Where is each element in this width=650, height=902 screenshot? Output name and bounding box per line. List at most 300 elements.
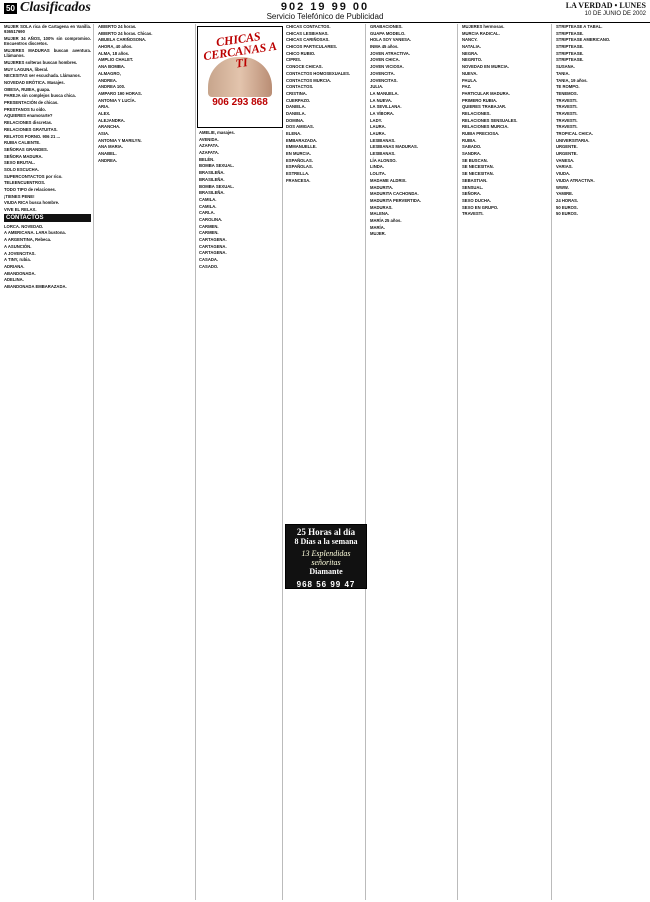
classified-ad-title: SEXO EN GRUPO. bbox=[462, 204, 499, 210]
classified-ad bbox=[556, 211, 646, 216]
classified-ad bbox=[462, 205, 549, 210]
classified-ad-title: SANDRA. bbox=[462, 151, 482, 157]
classified-ad-title: 50 EUROS. bbox=[556, 204, 578, 210]
classified-ad-title: LESBIANAS. bbox=[370, 151, 396, 157]
classified-ad-title: ANTONIA Y MARILYN. bbox=[98, 137, 142, 143]
classified-ad bbox=[370, 78, 455, 83]
classified-ad bbox=[98, 104, 193, 109]
classified-ad bbox=[556, 198, 646, 203]
classified-ad-title: RELACIONES GRATUITAS. bbox=[4, 126, 58, 132]
classified-ad bbox=[286, 84, 363, 89]
classified-ad-title: CARTAGENA. bbox=[199, 250, 227, 256]
classified-ad-title: TROPICAL CHICA. bbox=[556, 131, 593, 136]
classified-ad bbox=[4, 48, 91, 59]
classified-ad bbox=[556, 64, 646, 69]
classified-ad bbox=[286, 178, 363, 183]
classified-ad-title: 24 HORAS. bbox=[556, 197, 579, 203]
classified-ad bbox=[370, 64, 455, 69]
classified-ad-title: TELEENCUENTROS. bbox=[4, 180, 46, 186]
classified-ad-title: PAULA. bbox=[462, 77, 478, 83]
classified-ad bbox=[199, 197, 280, 202]
classified-ad bbox=[286, 71, 363, 76]
classified-ad bbox=[199, 224, 280, 229]
classified-ad-title: SEÑORA MADURA. bbox=[4, 153, 43, 159]
classified-ad bbox=[370, 124, 455, 129]
classified-ad bbox=[462, 158, 549, 163]
classified-ad-title: A ASUNCIÓN. bbox=[4, 243, 32, 249]
classified-ad-title: CONTACTOS HOMOSEXUALES. bbox=[286, 70, 351, 76]
classified-ad-title: RELATOS PORNO. 906 21 ... bbox=[4, 133, 60, 139]
classified-ad bbox=[556, 91, 646, 96]
classified-ad-title: NOVEDAD EN MURCIA. bbox=[462, 64, 509, 70]
column-3 bbox=[197, 130, 283, 900]
classified-ad bbox=[370, 138, 455, 143]
classified-ad bbox=[98, 118, 193, 123]
classified-ad bbox=[98, 24, 193, 29]
classified-ad-title: CIPRIS. bbox=[286, 57, 302, 63]
classified-ad bbox=[98, 158, 193, 163]
classified-ad-title: ABIERTO 24 horas. bbox=[98, 24, 137, 29]
newspaper-name: LA VERDAD • LUNES bbox=[565, 1, 646, 10]
classified-ad bbox=[370, 144, 455, 149]
classified-ad-title: PRESTANOS tu oído. bbox=[4, 106, 47, 112]
classified-ad bbox=[98, 57, 193, 62]
classified-ad bbox=[462, 78, 549, 83]
classified-ad bbox=[4, 237, 91, 242]
classified-ad bbox=[4, 154, 91, 159]
classified-ad bbox=[370, 171, 455, 176]
classified-ad-title: MUJER. bbox=[370, 231, 386, 237]
classified-ad bbox=[556, 205, 646, 210]
classified-ad-title: MALENA. bbox=[370, 211, 390, 217]
classified-ad-title: ESPAÑOLAS. bbox=[286, 157, 313, 163]
classified-ad bbox=[462, 51, 549, 56]
classified-ad bbox=[370, 24, 455, 29]
classified-ad bbox=[556, 71, 646, 76]
classified-ad bbox=[462, 185, 549, 190]
classified-ad-title: ANA BOMBA. bbox=[98, 64, 126, 70]
classified-ad bbox=[4, 271, 91, 276]
classified-ad bbox=[4, 200, 91, 205]
classified-ad-title: AHORA, 40 años. bbox=[98, 44, 133, 50]
classified-ad bbox=[370, 198, 455, 203]
classified-ad-title: LA NUEVA. bbox=[370, 97, 393, 103]
page-number: 50 bbox=[6, 4, 15, 13]
classified-ad bbox=[4, 67, 91, 72]
classified-ad-title: ARANCHA. bbox=[98, 124, 121, 130]
classified-ad bbox=[370, 151, 455, 156]
classified-ad-title: CHICO RUBIO. bbox=[286, 50, 316, 56]
classified-ad bbox=[4, 127, 91, 132]
classified-ad bbox=[286, 144, 363, 149]
classified-ad-title: VIUDA RICA busca hombre. bbox=[4, 200, 60, 206]
classified-ad-title: ANDREA. bbox=[98, 77, 118, 83]
classified-ad-title: MUJER SOLA rica de Cartagena en Vanilla. 936517690 bbox=[4, 24, 91, 35]
classified-ad-title: ABIERTO 24 horas. Chicas. bbox=[98, 30, 153, 36]
classified-ad bbox=[286, 24, 363, 29]
classified-ad bbox=[98, 124, 193, 129]
classified-ad bbox=[4, 24, 91, 35]
classified-ad-title: ARIA. bbox=[98, 104, 110, 110]
classified-ad-title: CAROLINA. bbox=[199, 216, 223, 222]
classified-ad-title: VIUDA ATRACTIVA. bbox=[556, 177, 595, 183]
diamante-ad bbox=[285, 524, 367, 589]
classified-ad-title: RUBIA CALIENTE. bbox=[4, 140, 41, 146]
classified-ad bbox=[556, 164, 646, 169]
classified-ad bbox=[462, 31, 549, 36]
classified-ad-title: BOMBA SEXUAL. bbox=[199, 163, 234, 169]
classified-ad-title: LORCA. NOVEDAD. bbox=[4, 223, 44, 229]
classified-ad-title: BRASILEÑA. bbox=[199, 190, 225, 196]
classified-ad bbox=[556, 185, 646, 190]
classified-ad-title: TRAVESTI. bbox=[556, 124, 578, 130]
classified-ad-title: AZAFATA. bbox=[199, 143, 220, 149]
classified-ad-title: ANABEL. bbox=[98, 151, 117, 157]
classified-ad bbox=[556, 24, 646, 29]
classified-ad bbox=[286, 104, 363, 109]
chicas-ad-phone: 906 293 868 bbox=[212, 97, 268, 108]
classified-ad-title: RUBIA PRECIOSA. bbox=[462, 131, 500, 136]
classified-ad bbox=[370, 185, 455, 190]
classified-ad-title: PAZ. bbox=[462, 84, 472, 90]
classified-ad-title: EMBARAZADA. bbox=[286, 137, 318, 143]
classified-ad-title: ESPAÑOLAS. bbox=[286, 164, 313, 170]
column-6 bbox=[460, 24, 552, 900]
classified-ad-title: TRAVESTI. bbox=[556, 104, 578, 110]
classified-ad bbox=[98, 151, 193, 156]
classified-ad bbox=[556, 178, 646, 183]
classified-ad bbox=[286, 51, 363, 56]
page-header bbox=[0, 0, 650, 23]
classified-ad-title: VARIAS. bbox=[556, 164, 573, 170]
classified-ad bbox=[370, 37, 455, 42]
classified-ad bbox=[286, 91, 363, 96]
classified-ad-title: PAREJA sin complejos busca chica. bbox=[4, 93, 76, 99]
classified-ad-title: LA VÍBORA. bbox=[370, 110, 395, 116]
classified-ad-title: AMPLIO CHALET. bbox=[98, 57, 134, 63]
classified-ad bbox=[286, 98, 363, 103]
classified-ad bbox=[98, 78, 193, 83]
classified-ad-title: ABANDONADA. bbox=[4, 270, 36, 276]
classified-ad bbox=[4, 207, 91, 212]
classified-ad-title: LINDA. bbox=[370, 164, 384, 170]
classified-ad-title: MUJERES solteras buscan hombres. bbox=[4, 59, 78, 65]
classified-ad bbox=[4, 80, 91, 85]
classified-ad-title: A TINY, rubia. bbox=[4, 257, 31, 263]
classified-ad bbox=[370, 98, 455, 103]
column-2 bbox=[96, 24, 196, 900]
classified-ad bbox=[556, 31, 646, 36]
classified-ad-title: TRAVESTI. bbox=[556, 117, 578, 123]
classified-ad bbox=[462, 171, 549, 176]
classified-ad bbox=[199, 257, 280, 262]
classified-ad bbox=[462, 44, 549, 49]
classified-ad-title: MUJERES MADURAS buscan aventura. Llámanos. bbox=[4, 47, 91, 59]
classified-ad-title: JOVEN CHICA. bbox=[370, 57, 400, 63]
classified-ad-title: TODO TIPO de relaciones. bbox=[4, 187, 57, 193]
classified-ad-title: STRIPTEASE. bbox=[556, 57, 584, 63]
classified-ad-title: NOVEDAD ERÓTICA. Masajes. bbox=[4, 80, 65, 86]
classified-ad bbox=[462, 91, 549, 96]
classified-ad bbox=[4, 284, 91, 289]
classified-ad bbox=[199, 244, 280, 249]
classified-ad bbox=[462, 144, 549, 149]
classified-ad bbox=[286, 111, 363, 116]
classified-ad-title: TENEMOS. bbox=[556, 90, 578, 96]
classified-ad-title: NEGRITO. bbox=[462, 57, 483, 63]
classified-ad bbox=[556, 158, 646, 163]
classified-ad-title: MUJER 34 AÑOS, 100% sin compromiso. Encuentros discretos. bbox=[4, 35, 91, 47]
classified-ad bbox=[199, 137, 280, 142]
classified-ad bbox=[370, 211, 455, 216]
classified-ad-title: ANDREA. bbox=[98, 157, 118, 163]
classified-ad-title: RELACIONES SENSUALES. bbox=[462, 117, 518, 123]
column-4 bbox=[284, 24, 366, 900]
classified-ad bbox=[462, 191, 549, 196]
classified-ad-title: AMPARO 190 HORAS. bbox=[98, 90, 142, 96]
classified-ad bbox=[556, 111, 646, 116]
classified-ad-title: ABANDONADA EMBARAZADA. bbox=[4, 283, 67, 289]
classified-ad-title: JOVENCITA. bbox=[370, 70, 395, 76]
classified-ad-title: SEÑORAS GRANDES. bbox=[4, 146, 48, 152]
classified-ad-title: DANIELA. bbox=[286, 110, 306, 116]
classified-ad-title: URGENTE. bbox=[556, 144, 578, 150]
classified-ad bbox=[4, 147, 91, 152]
classified-ad-title: MARÍA. bbox=[370, 224, 385, 230]
classified-ad bbox=[462, 64, 549, 69]
classified-ad bbox=[286, 44, 363, 49]
classified-ad-title: ANA MARIA. bbox=[98, 144, 123, 150]
classified-ad bbox=[4, 277, 91, 282]
classified-ad-title: MUY LAGUNA, liberal. bbox=[4, 66, 49, 72]
classified-ad-title: CUERPAZO. bbox=[286, 97, 311, 103]
classified-ad bbox=[199, 237, 280, 242]
classified-ad bbox=[98, 144, 193, 149]
issue-date: 10 DE JUNIO DE 2002 bbox=[584, 11, 646, 17]
classified-ad bbox=[4, 113, 91, 118]
classified-ad bbox=[556, 84, 646, 89]
classified-ad bbox=[370, 31, 455, 36]
classified-ad-title: BOMBA SEXUAL. bbox=[199, 183, 234, 189]
classified-ad bbox=[462, 164, 549, 169]
classified-ad-title: STRIPTEASE A TABAL. bbox=[556, 24, 603, 29]
classified-ad-title: A JOVENCITAS. bbox=[4, 250, 36, 256]
classified-ad-title: SUPERCONTACTOS por rico. bbox=[4, 173, 63, 179]
classified-ad bbox=[199, 150, 280, 155]
classified-ad-title: ABUELA CARIÑOSONA. bbox=[98, 37, 147, 43]
classified-ad-title: 50 EUROS. bbox=[556, 211, 578, 217]
classified-ad-title: UNIVERSITARIA. bbox=[556, 137, 590, 143]
classified-ad bbox=[4, 73, 91, 78]
classified-ad-title: CARMEN. bbox=[199, 223, 219, 229]
classified-ad bbox=[199, 163, 280, 168]
classified-ad bbox=[556, 144, 646, 149]
classified-ad bbox=[286, 151, 363, 156]
classified-ad bbox=[462, 124, 549, 129]
classified-ad bbox=[4, 100, 91, 105]
classified-ad bbox=[556, 104, 646, 109]
classified-ad-title: QUIERES TRABAJAR. bbox=[462, 104, 507, 110]
classified-ad bbox=[98, 31, 193, 36]
classified-ad bbox=[556, 171, 646, 176]
classified-ad-title: CASADA. bbox=[199, 257, 219, 263]
classified-ad-title: CHICAS LESBIANAS. bbox=[286, 30, 329, 36]
classified-ad-title: INMA 45 años. bbox=[370, 44, 399, 50]
classified-ad-title: LA MANUELA. bbox=[370, 90, 399, 96]
classified-ad bbox=[4, 107, 91, 112]
classified-ad-title: NECESITAS ser escuchada. Llámanos. bbox=[4, 73, 81, 79]
diamante-ad-tagline: 13 Esplendidas señoritas bbox=[301, 549, 351, 567]
classified-ad bbox=[370, 131, 455, 136]
classified-ad-title: ANTONIA Y LUCÍA. bbox=[98, 97, 136, 103]
classified-ad bbox=[370, 118, 455, 123]
classified-ad bbox=[98, 84, 193, 89]
classified-ad-title: OBESA, RUBIA, guapa. bbox=[4, 86, 51, 92]
classified-ad-title: BRASILEÑA. bbox=[199, 176, 225, 182]
classified-ad bbox=[199, 250, 280, 255]
classified-ad-title: NEGRA. bbox=[462, 50, 479, 56]
classified-ad bbox=[556, 57, 646, 62]
classified-ad bbox=[199, 190, 280, 195]
classified-ad-title: CONOCE CHICAS. bbox=[286, 64, 323, 70]
classified-ad-title: PARTICULAR MADURA. bbox=[462, 90, 510, 96]
classified-ad bbox=[286, 31, 363, 36]
classified-ad-title: MUJERES hermosas. bbox=[462, 24, 505, 29]
classified-ad bbox=[4, 134, 91, 139]
classified-ad bbox=[370, 164, 455, 169]
classified-ad-title: LADY. bbox=[370, 117, 383, 123]
classified-ad bbox=[199, 177, 280, 182]
classified-ad-title: JULIA. bbox=[370, 84, 384, 90]
classified-ad-title: STRIPTEASE. bbox=[556, 30, 584, 36]
classified-ad bbox=[98, 91, 193, 96]
classified-ad-title: DANIELA. bbox=[286, 104, 306, 110]
classified-ad bbox=[286, 171, 363, 176]
classified-ad bbox=[4, 244, 91, 249]
classified-ad bbox=[462, 98, 549, 103]
classified-ad-title: CONTACTOS. bbox=[286, 84, 314, 90]
classified-ad bbox=[370, 71, 455, 76]
classified-ad-title: JOVENCITAS. bbox=[370, 77, 398, 83]
classified-ad-title: TE ROMPO. bbox=[556, 84, 580, 90]
header-phone: 902 19 99 00 bbox=[280, 1, 370, 13]
classified-ad-title: MADAME ALDRIX. bbox=[370, 177, 407, 183]
classified-ad bbox=[556, 78, 646, 83]
classified-ad bbox=[556, 118, 646, 123]
classified-ad bbox=[4, 120, 91, 125]
classified-ad-title: FRANCESA. bbox=[286, 177, 311, 183]
classified-ad bbox=[556, 131, 646, 136]
classified-ad bbox=[556, 44, 646, 49]
classified-ad-title: EMMANUELLE. bbox=[286, 144, 317, 150]
classified-ad-title: JOVEN VICIOSA. bbox=[370, 64, 404, 70]
classified-ad-title: MARÍA 25 años. bbox=[370, 217, 402, 223]
classified-ad-title: SABADO. bbox=[462, 144, 482, 150]
classified-ad-title: LOLITA. bbox=[370, 171, 386, 177]
classified-ad-title: NUEVA. bbox=[462, 70, 478, 76]
classified-ad-title: ADELINA. bbox=[4, 277, 24, 283]
classified-ad-title: VIUDA. bbox=[556, 171, 571, 177]
classified-ad bbox=[462, 104, 549, 109]
classified-ad bbox=[370, 158, 455, 163]
classified-ad bbox=[98, 131, 193, 136]
classified-ad-title: STRIPTEASE. bbox=[556, 44, 584, 50]
classified-ad-title: WWW. bbox=[556, 184, 569, 190]
classified-ad-title: SEÑORA. bbox=[462, 191, 482, 197]
classified-ad bbox=[4, 160, 91, 165]
classified-ad-title: AZAFATA. bbox=[199, 150, 220, 156]
classified-ad bbox=[286, 138, 363, 143]
classified-ad bbox=[556, 98, 646, 103]
classified-ad-title: CHICAS CARIÑOSAS. bbox=[286, 37, 330, 43]
classified-ad bbox=[4, 174, 91, 179]
classified-ad-title: SE NECESITAN. bbox=[462, 171, 494, 177]
classified-ad-title: CHICAS CONTACTOS. bbox=[286, 24, 331, 29]
classified-ad-title: ESTRELLA. bbox=[286, 171, 310, 177]
classified-ad bbox=[462, 198, 549, 203]
classified-ad bbox=[556, 124, 646, 129]
classified-ad bbox=[4, 230, 91, 235]
chicas-cercanas-ad bbox=[197, 26, 283, 128]
section-title: Clasificados bbox=[20, 0, 91, 15]
classified-ad bbox=[370, 231, 455, 236]
classified-ad-title: MADURAS. bbox=[370, 204, 393, 210]
classified-ad-title: LESBIANAS MADURAS. bbox=[370, 144, 418, 150]
classified-ad bbox=[462, 151, 549, 156]
classified-ad bbox=[462, 37, 549, 42]
classified-ad-title: TRAVESTI. bbox=[462, 211, 484, 217]
classified-ad bbox=[370, 191, 455, 196]
classified-ad bbox=[286, 78, 363, 83]
chicas-ad-title: CHICAS CERCANAS A TI bbox=[202, 29, 278, 71]
classified-ad-title: LA SEVILLANA. bbox=[370, 104, 402, 110]
classified-ad bbox=[462, 84, 549, 89]
section-heading-contactos: CONTACTOS bbox=[4, 214, 91, 222]
classified-ad bbox=[370, 225, 455, 230]
header-service: Servicio Telefónico de Publicidad bbox=[266, 12, 384, 21]
classified-ad bbox=[370, 57, 455, 62]
classified-ad-title: SENSUAL. bbox=[462, 184, 484, 190]
classified-ad-title: LÍA ALONSO. bbox=[370, 157, 397, 163]
classified-ad-title: CAMILA. bbox=[199, 203, 217, 209]
classified-ad bbox=[286, 124, 363, 129]
classified-ad bbox=[4, 167, 91, 172]
classified-ad bbox=[370, 51, 455, 56]
classified-ad-title: ELENA. bbox=[286, 131, 302, 136]
classified-ad-title: SEXO DUCHA. bbox=[462, 197, 492, 203]
classified-ad bbox=[199, 184, 280, 189]
classified-ad-title: NATALIA. bbox=[462, 44, 481, 50]
classified-ad-title: STRIPTEASE AMERICANO. bbox=[556, 37, 611, 43]
classified-ad-title: A AMERICANA. LARA bustona. bbox=[4, 230, 66, 236]
classified-ad-title: DOS AMIGAS. bbox=[286, 124, 314, 130]
classified-ad-title: ASIA. bbox=[98, 131, 110, 136]
classified-ad-title: LESBIANAS. bbox=[370, 137, 396, 143]
classified-ad-title: AQUIERES enamorarte? bbox=[4, 113, 53, 119]
classified-ad-title: RELACIONES. bbox=[462, 110, 491, 116]
classified-ad-title: RELACIONES discretas. bbox=[4, 120, 53, 126]
classified-ad bbox=[462, 211, 549, 216]
classified-ad bbox=[4, 180, 91, 185]
classified-ad bbox=[370, 218, 455, 223]
classified-ad-title: EN MURCIA. bbox=[286, 151, 311, 157]
classified-ad bbox=[462, 131, 549, 136]
classified-ad-title: NANCY. bbox=[462, 37, 478, 43]
classified-ad bbox=[98, 71, 193, 76]
classified-ad-title: MADURITA CACHONDA. bbox=[370, 191, 419, 197]
classified-ad-title: CARLA. bbox=[199, 210, 215, 216]
classified-ad bbox=[370, 44, 455, 49]
